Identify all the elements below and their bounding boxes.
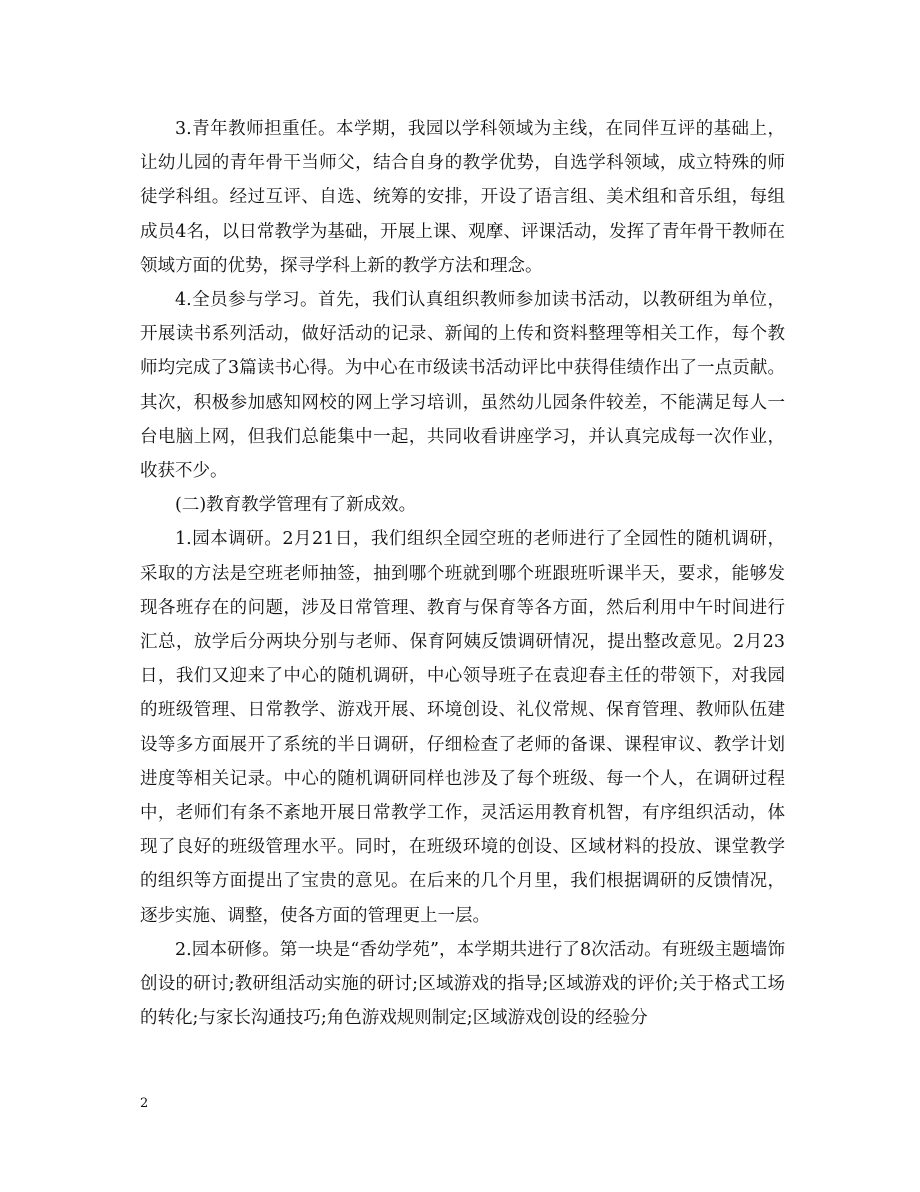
page-number: 2 [140, 1096, 149, 1111]
document-body [140, 112, 785, 1035]
paragraph-school-training: 2.园本研修。第一块是“香幼学苑”，本学期共进行了8次活动。有班级主题墙饰创设的研讨;教研组活动实施的研讨;区域游戏的指导;区域游戏的评价;关于格式工场的转化;与家长沟通技巧;角色游戏规则制定;区域游戏创设的经验分 [140, 939, 785, 1029]
paragraph-school-research: 1.园本调研。2月21日，我们组织全园空班的老师进行了全园性的随机调研，采取的方法是空班老师抽签，抽到哪个班就到哪个班跟班听课半天，要求，能够发现各班存在的问题，涉及日常管理、教育与保育等各方面，然后利用中午时间进行汇总，放学后分两块分别与老师、保育阿姨反馈调研情况，提出整改意见。2月23日，我们又迎来了中心的随机调研，中心领导班子在袁迎春主任的带领下，对我园的班级管理、日常教学、游戏开展、环境创设、礼仪常规、保育管理、教师队伍建设等多方面展开了系统的半日调研，仔细检查了老师的备课、课程审议、教学计划进度等相关记录。中心的随机调研同样也涉及了每个班级、每一个人，在调研过程中，老师们有条不紊地开展日常教学工作，灵活运用教育机智，有序组织活动，体现了良好的班级管理水平。同时，在班级环境的创设、区域材料的投放、课堂教学的组织等方面提出了宝贵的意见。在后来的几个月里，我们根据调研的反馈情况，逐步实施、调整，使各方面的管理更上一层。 [140, 529, 785, 926]
section-heading-teaching-management: (二)教育教学管理有了新成效。 [175, 495, 417, 516]
paragraph-young-teachers: 3.青年教师担重任。本学期，我园以学科领域为主线，在同伴互评的基础上，让幼儿园的青年骨干当师父，结合自身的教学优势，自选学科领域，成立特殊的师徒学科组。经过互评、自选、统筹的安排，开设了语言组、美术组和音乐组，每组成员4名，以日常教学为基础，开展上课、观摩、评课活动，发挥了青年骨干教师在领域方面的优势，探寻学科上新的教学方法和理念。 [140, 119, 785, 276]
paragraph-all-staff-learning: 4.全员参与学习。首先，我们认真组织教师参加读书活动，以教研组为单位，开展读书系列活动，做好活动的记录、新闻的上传和资料整理等相关工作，每个教师均完成了3篇读书心得。为中心在市级读书活动评比中获得佳绩作出了一点贡献。其次，积极参加感知网校的网上学习培训，虽然幼儿园条件较差，不能满足每人一台电脑上网，但我们总能集中一起，共同收看讲座学习，并认真完成每一次作业，收获不少。 [140, 290, 785, 482]
